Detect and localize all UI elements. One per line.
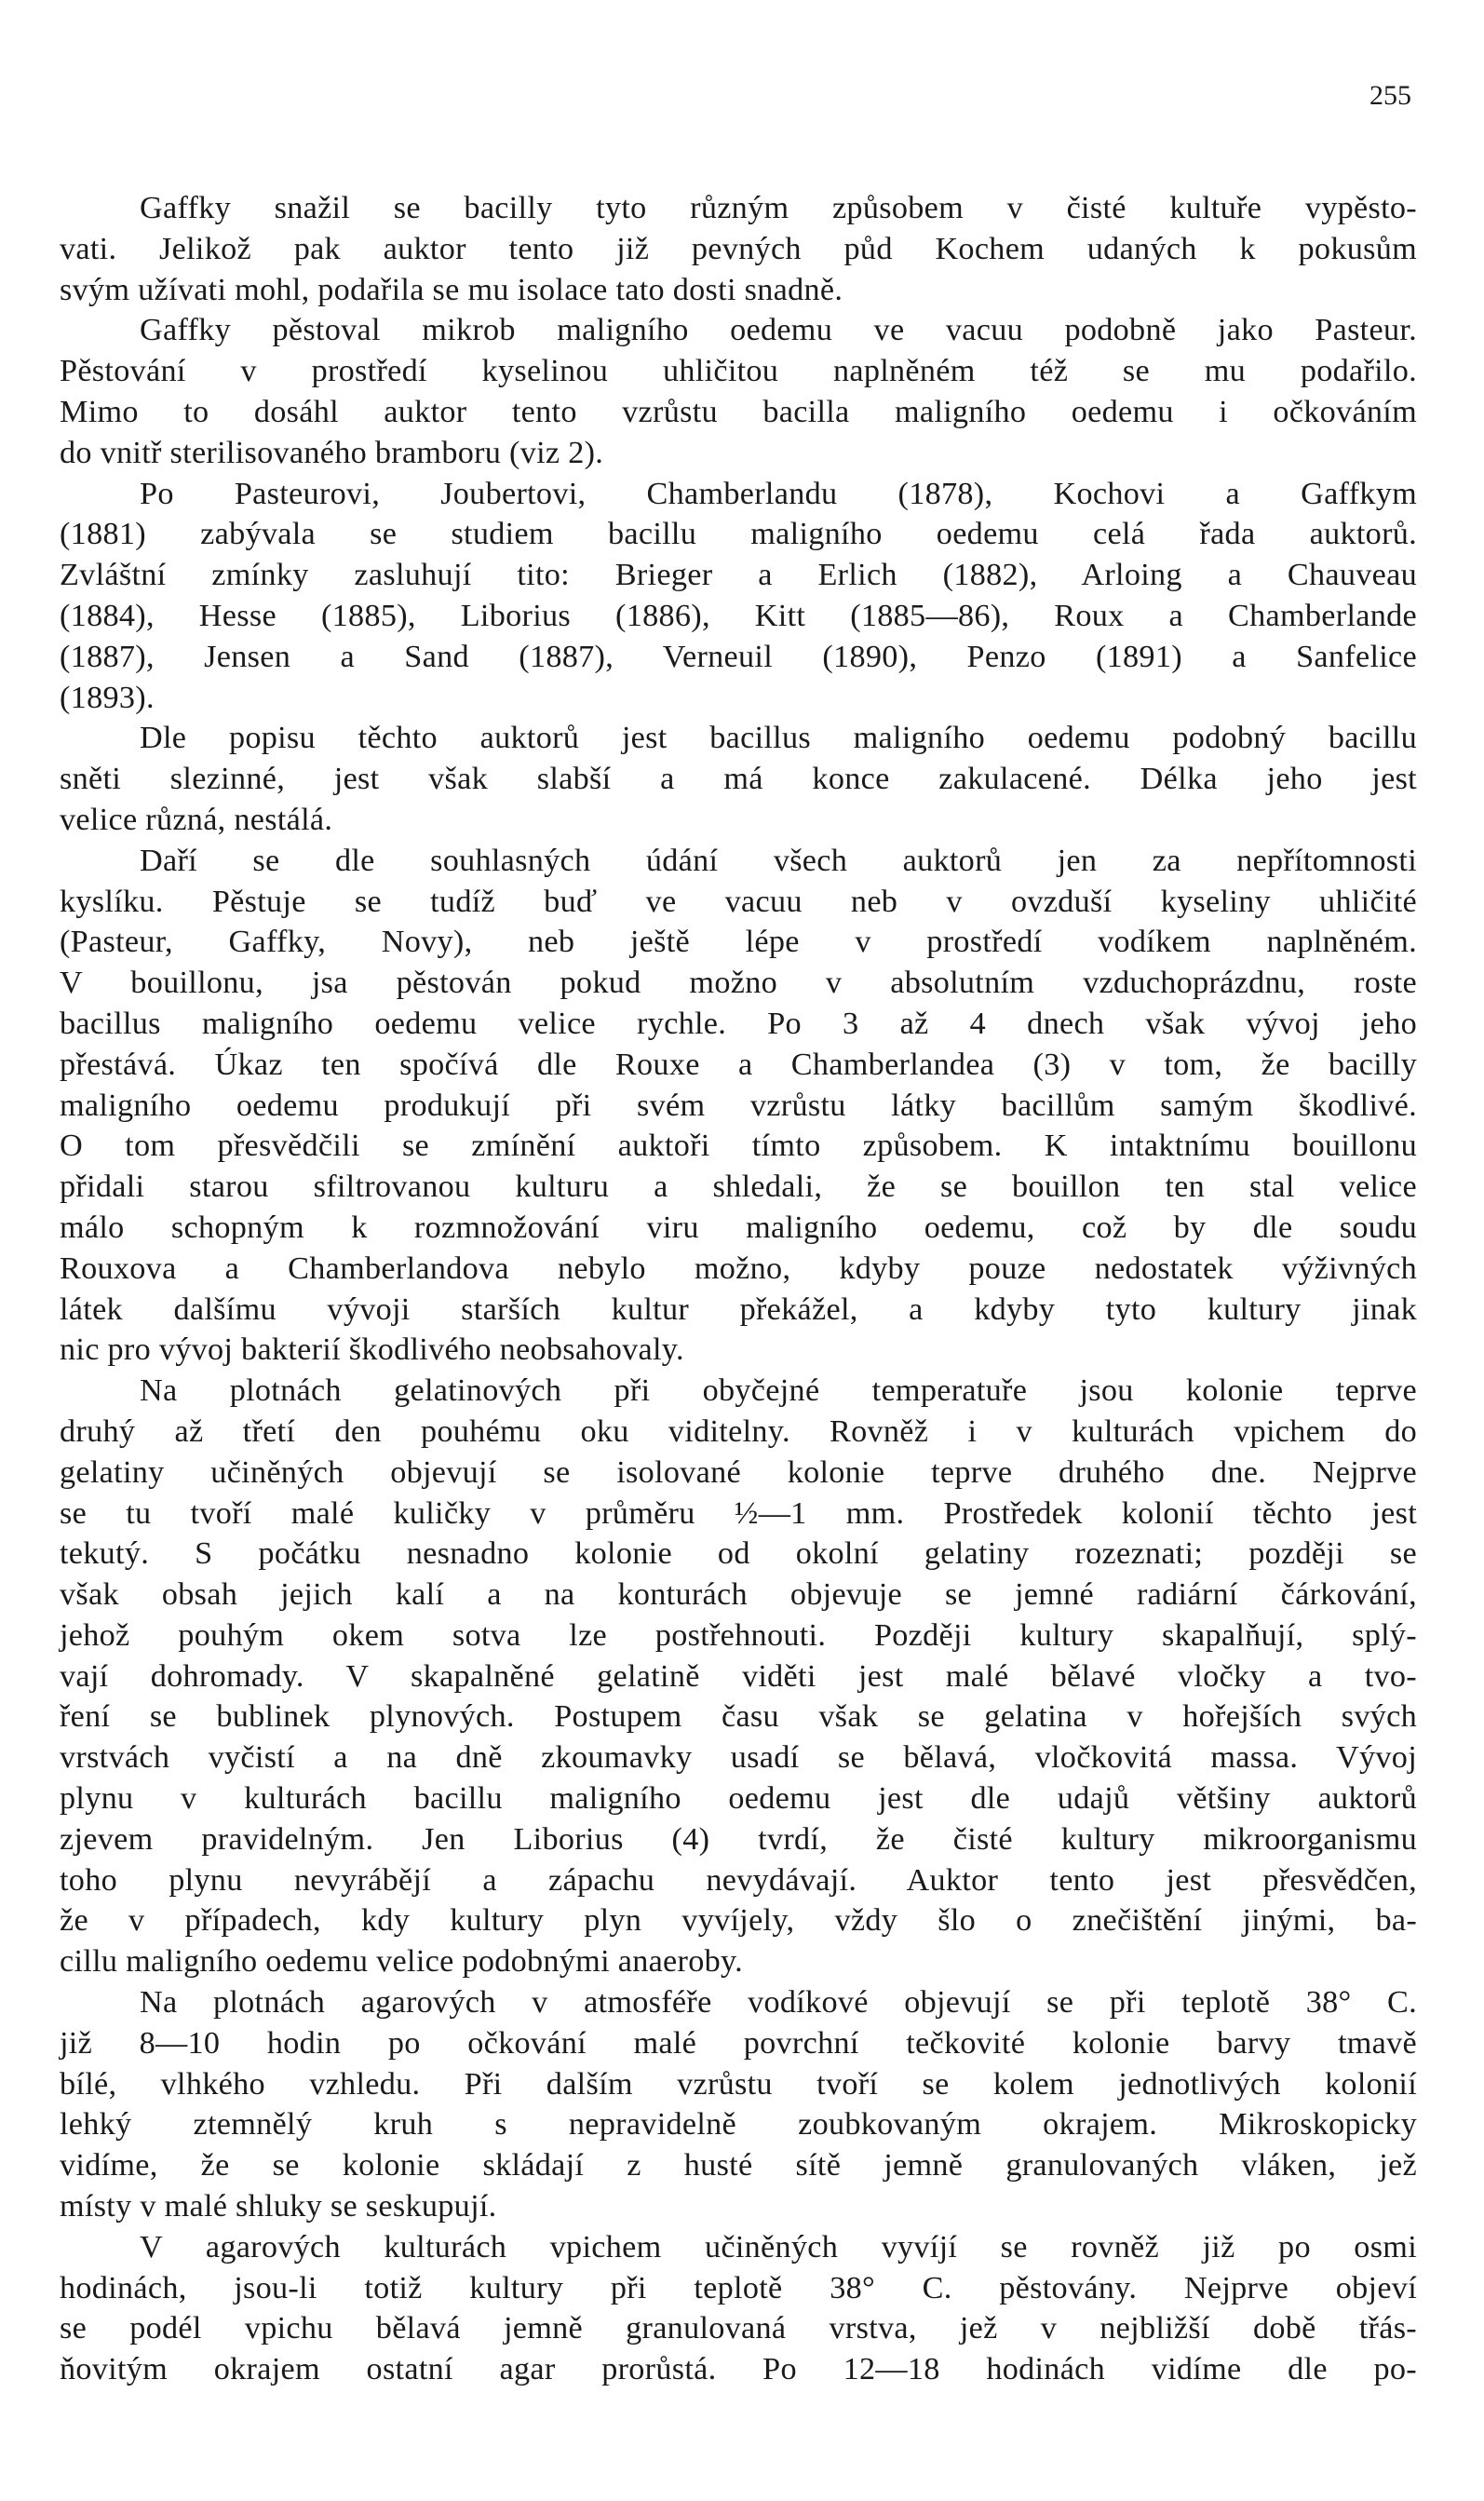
text-line: Pěstování v prostředí kyselinou uhličitou naplněném též se mu podařilo. <box>60 354 1417 389</box>
text-line: Dle popisu těchto auktorů jest bacillus maligního oedemu podobný bacillu <box>140 721 1417 756</box>
text-line: Gaffky snažil se bacilly tyto různým způsobem v čisté kultuře vypěsto- <box>140 191 1417 225</box>
text-line: však obsah jejich kalí a na konturách objevuje se jemné radiární čárkování, <box>60 1577 1417 1613</box>
text-line: (1884), Hesse (1885), Liborius (1886), Kitt (1885—86), Roux a Chamberlande <box>60 598 1417 633</box>
text-line: Mimo to dosáhl auktor tento vzrůstu bacilla maligního oedemu i očkováním <box>60 394 1417 429</box>
text-line: O tom přesvědčili se zmínění auktoři tímto způsobem. K intaktnímu bouillonu <box>60 1129 1417 1164</box>
text-line: (Pasteur, Gaffky, Novy), neb ještě lépe v prostředí vodíkem naplněném. <box>60 925 1417 960</box>
text-line: ření se bublinek plynových. Postupem času však se gelatina v hořejších svých <box>60 1699 1417 1735</box>
text-line: druhý až třetí den pouhému oku viditelny. Rovněž i v kulturách vpichem do <box>60 1413 1417 1449</box>
text-line: vrstvách vyčistí a na dně zkoumavky usadí se bělavá, vločkovitá massa. Vývoj <box>60 1740 1417 1776</box>
text-line: sněti slezinné, jest však slabší a má konce zakulacené. Délka jeho jest <box>60 762 1417 797</box>
text-line: V agarových kulturách vpichem učiněných vyvíjí se rovněž již po osmi <box>140 2229 1417 2264</box>
text-line: vají dohromady. V skapalněné gelatině viděti jest malé bělavé vločky a tvo- <box>60 1658 1417 1694</box>
text-line: tekutý. S počátku nesnadno kolonie od okolní gelatiny rozeznati; později se <box>60 1536 1417 1572</box>
text-line: gelatiny učiněných objevují se isolované kolonie teprve druhého dne. Nejprve <box>60 1454 1417 1490</box>
text-line: plynu v kulturách bacillu maligního oedemu jest dle udajů většiny auktorů <box>60 1781 1417 1817</box>
text-line: nic pro vývoj bakterií škodlivého neobsahovaly. <box>60 1332 684 1368</box>
text-line: cillu maligního oedemu velice podobnými anaeroby. <box>60 1944 744 1980</box>
text-line: se podél vpichu bělavá jemně granulovaná vrstva, jež v nejbližší době třás- <box>60 2311 1417 2346</box>
text-line: Daří se dle souhlasných údání všech auktorů jen za nepřítomnosti <box>140 843 1417 878</box>
text-line: místy v malé shluky se seskupují. <box>60 2189 497 2224</box>
text-line: bacillus maligního oedemu velice rychle. Po 3 až 4 dnech však vývoj jeho <box>60 1006 1417 1041</box>
text-line: toho plynu nevyrábějí a zápachu nevydávají. Auktor tento jest přesvědčen, <box>60 1862 1417 1898</box>
text-line: hodinách, jsou-li totiž kultury při teplotě 38° C. pěstovány. Nejprve objeví <box>60 2270 1417 2305</box>
body-text <box>60 188 1417 2390</box>
text-line: Na plotnách gelatinových při obyčejné temperatuře jsou kolonie teprve <box>140 1373 1417 1409</box>
text-line: zjevem pravidelným. Jen Liborius (4) tvrdí, že čisté kultury mikroorganismu <box>60 1821 1417 1857</box>
text-line: (1881) zabývala se studiem bacillu maligního oedemu celá řada auktorů. <box>60 517 1417 552</box>
text-line: Rouxova a Chamberlandova nebylo možno, kdyby pouze nedostatek výživných <box>60 1250 1417 1286</box>
page-number: 255 <box>1369 80 1411 111</box>
text-line: kyslíku. Pěstuje se tudíž buď ve vacuu neb v ovzduší kyseliny uhličité <box>60 884 1417 919</box>
text-line: vati. Jelikož pak auktor tento již pevných půd Kochem udaných k pokusům <box>60 231 1417 266</box>
text-line: přestává. Úkaz ten spočívá dle Rouxe a Chamberlandea (3) v tom, že bacilly <box>60 1047 1417 1082</box>
text-line: V bouillonu, jsa pěstován pokud možno v absolutním vzduchoprázdnu, roste <box>60 966 1417 1001</box>
text-line: Po Pasteurovi, Joubertovi, Chamberlandu (1878), Kochovi a Gaffkym <box>140 476 1417 511</box>
text-line: maligního oedemu produkují při svém vzrůstu látky bacillům samým škodlivé. <box>60 1088 1417 1123</box>
text-line: velice různá, nestálá. <box>60 802 333 837</box>
text-line: Na plotnách agarových v atmosféře vodíkové objevují se při teplotě 38° C. <box>140 1985 1417 2021</box>
text-line: přidali starou sfiltrovanou kulturu a shledali, že se bouillon ten stal velice <box>60 1169 1417 1205</box>
text-line: vidíme, že se kolonie skládají z husté sítě jemně granulovaných vláken, jež <box>60 2148 1417 2183</box>
text-line: se tu tvoří malé kuličky v průměru ½—1 mm. Prostředek kolonií těchto jest <box>60 1495 1417 1531</box>
text-line: (1893). <box>60 680 155 715</box>
text-line: lehký ztemnělý kruh s nepravidelně zoubkovaným okrajem. Mikroskopicky <box>60 2107 1417 2143</box>
text-line: Gaffky pěstoval mikrob maligního oedemu ve vacuu podobně jako Pasteur. <box>140 313 1417 348</box>
text-line: bílé, vlhkého vzhledu. Při dalším vzrůstu tvoří se kolem jednotlivých kolonií <box>60 2066 1417 2102</box>
text-line: látek dalšímu vývoji starších kultur překážel, a kdyby tyto kultury jinak <box>60 1291 1417 1327</box>
text-line: že v případech, kdy kultury plyn vyvíjely, vždy šlo o znečištění jinými, ba- <box>60 1903 1417 1939</box>
text-line: Zvláštní zmínky zasluhují tito: Brieger a Erlich (1882), Arloing a Chauveau <box>60 558 1417 593</box>
text-line: již 8—10 hodin po očkování malé povrchní tečkovité kolonie barvy tmavě <box>60 2025 1417 2061</box>
text-line: jehož pouhým okem sotva lze postřehnouti. Později kultury skapalňují, splý- <box>60 1617 1417 1653</box>
text-line: ňovitým okrajem ostatní agar prorůstá. Po 12—18 hodinách vidíme dle po- <box>60 2352 1417 2387</box>
text-line: (1887), Jensen a Sand (1887), Verneuil (1890), Penzo (1891) a Sanfelice <box>60 639 1417 674</box>
text-line: málo schopným k rozmnožování viru maligního oedemu, což by dle soudu <box>60 1210 1417 1245</box>
text-line: svým užívati mohl, podařila se mu isolace tato dosti snadně. <box>60 272 843 307</box>
text-line: do vnitř sterilisovaného bramboru (viz 2). <box>60 435 604 470</box>
